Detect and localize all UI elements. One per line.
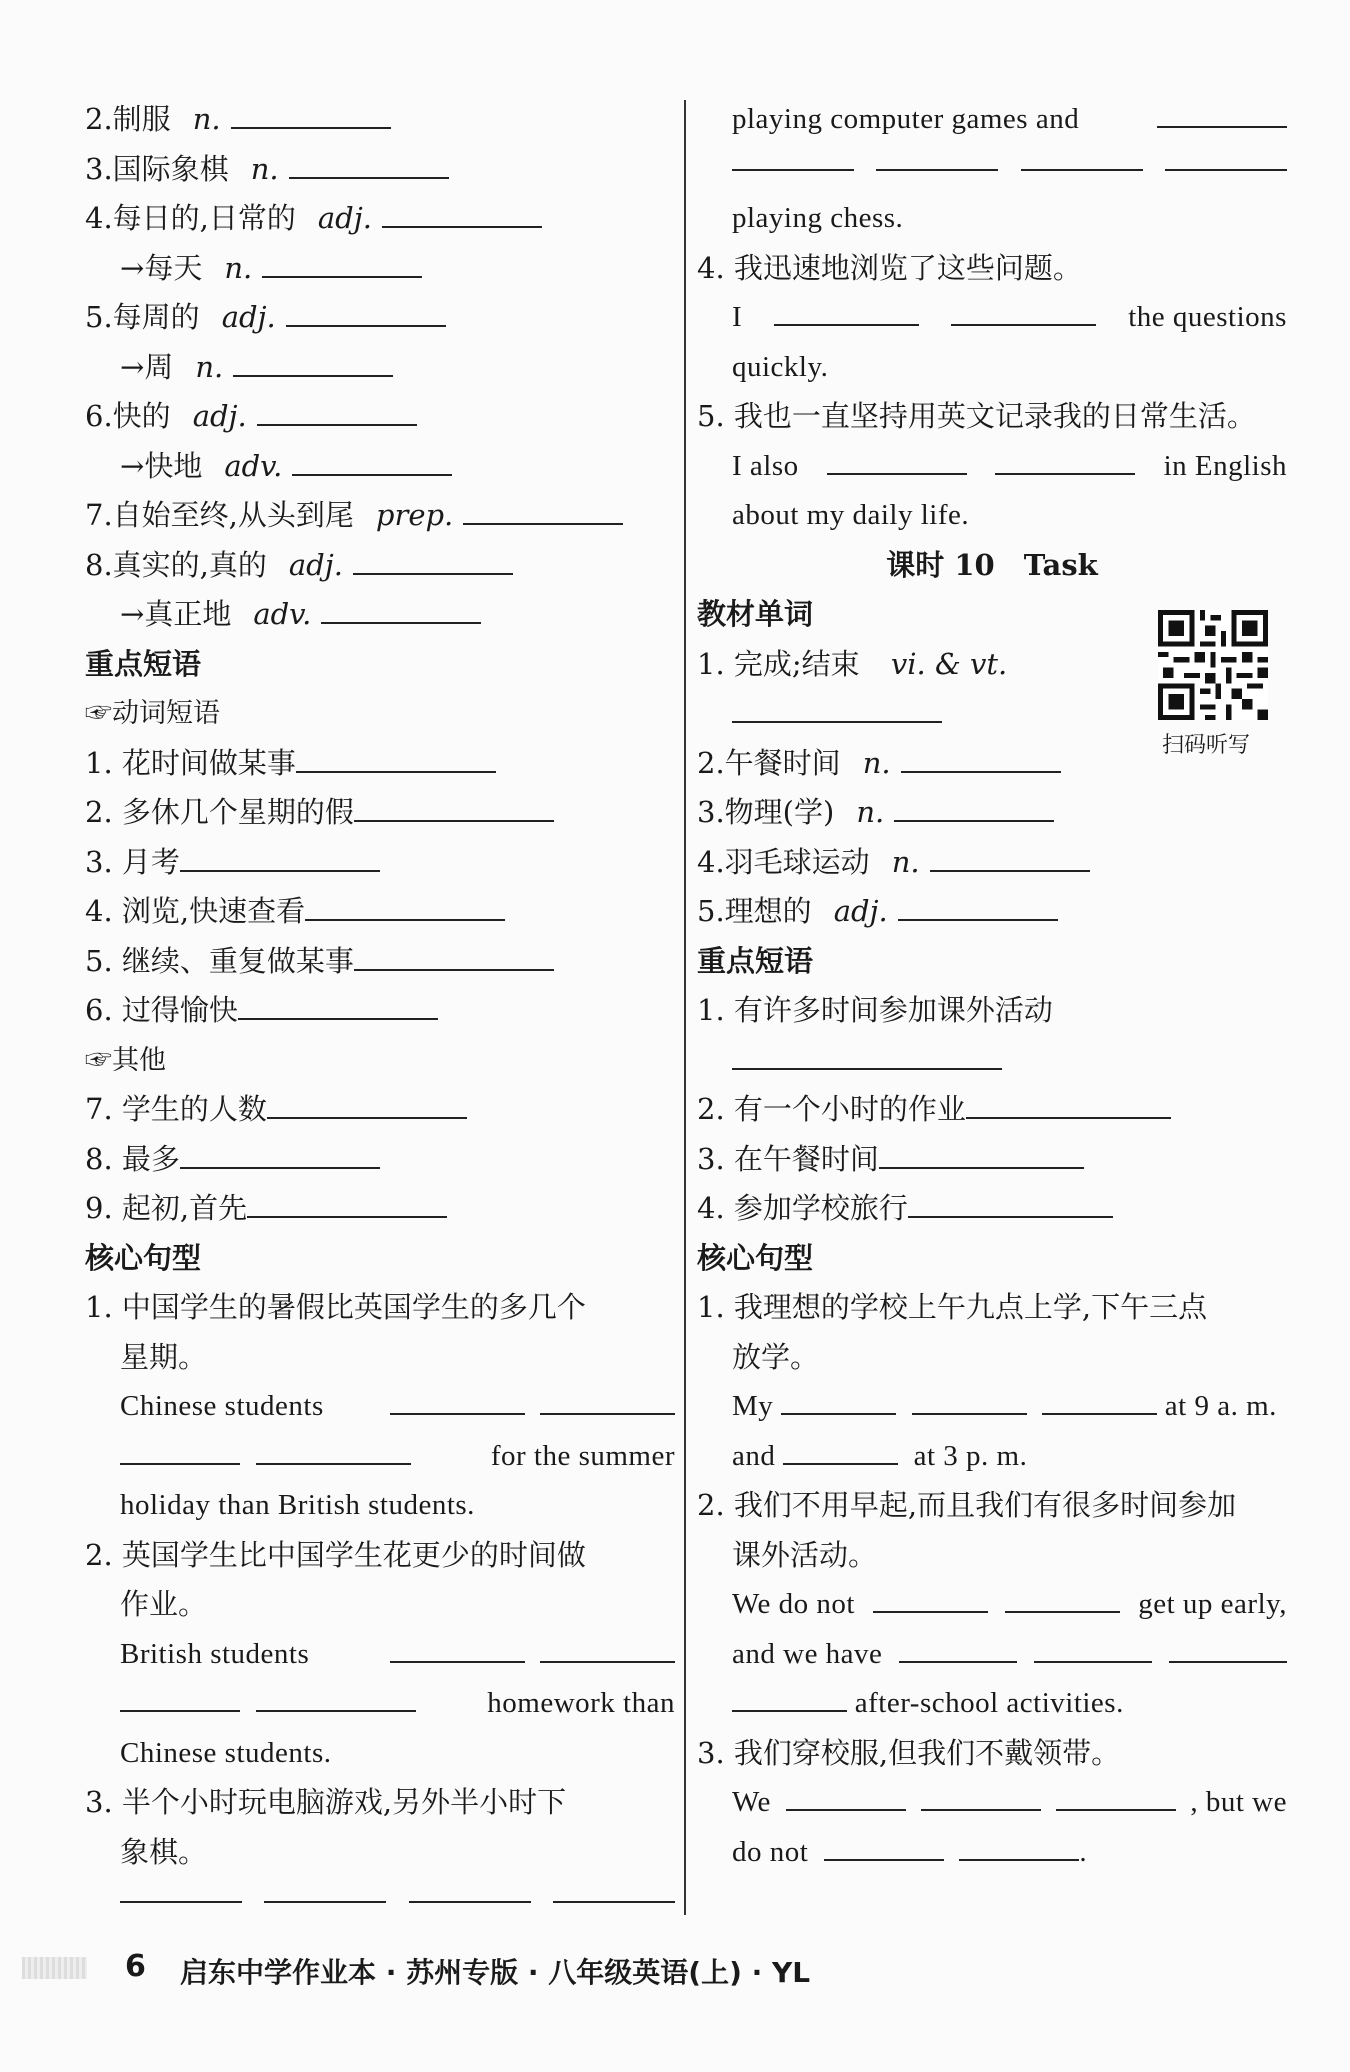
vocab-item [697, 887, 1287, 937]
phrase-item [85, 838, 675, 888]
item-cn: 国际象棋 [112, 151, 229, 186]
answer-blank[interactable] [786, 1785, 906, 1811]
sentence-en-line [85, 1679, 675, 1729]
phrase-item [697, 1135, 1287, 1185]
answer-blank[interactable] [876, 145, 998, 171]
sentence-en-text: after-school activities. [854, 1687, 1124, 1719]
item-number: 3. [697, 795, 725, 829]
sentence-cn: 1. 我理想的学校上午九点上学,下午三点 [697, 1290, 1208, 1324]
sentence-en-text: holiday than British students. [120, 1489, 475, 1521]
phrase-text: 3. 月考 [85, 844, 180, 879]
sentence-en-line [697, 1382, 1287, 1432]
item-number: 8. [85, 547, 113, 582]
vocab-item [697, 788, 1287, 838]
sentence-en-text: homework than [487, 1687, 675, 1719]
item-number: → [120, 597, 145, 631]
item-cn: 自始至终,从头到尾 [112, 498, 354, 532]
item-pos: vi. & vt. [890, 646, 1008, 681]
sentence-en-line [697, 95, 1287, 145]
answer-blank[interactable] [1056, 1785, 1176, 1811]
answer-blank[interactable] [257, 400, 417, 426]
section-title-sentences: 核心句型 [85, 1240, 202, 1275]
answer-blank[interactable] [1005, 1587, 1120, 1613]
answer-blank[interactable] [930, 846, 1090, 872]
item-number: → [120, 349, 145, 384]
phrase-text: 4. 浏览,快速查看 [85, 894, 306, 928]
vocab-item [85, 145, 675, 195]
phrase-text: 1. 花时间做某事 [85, 745, 296, 780]
sentence-en-text: quickly. [732, 350, 829, 383]
answer-blank[interactable] [951, 300, 1096, 326]
sentence-en-text: in English [1163, 449, 1287, 482]
answer-blank[interactable] [1157, 102, 1287, 128]
sentence-en-text: and we have [732, 1637, 883, 1670]
answer-blank[interactable] [1165, 145, 1287, 171]
vocab-item [85, 293, 675, 343]
answer-blank[interactable] [390, 1637, 525, 1663]
item-cn: 每日的,日常的 [112, 201, 296, 235]
item-cn: 羽毛球运动 [724, 844, 870, 879]
vocab-item [85, 95, 675, 145]
vocab-list [697, 739, 1287, 937]
left-column [85, 95, 675, 1927]
answer-blank[interactable] [289, 153, 449, 179]
answer-blank[interactable] [781, 1389, 896, 1415]
phrase-text: 8. 最多 [85, 1141, 180, 1176]
sentence-en-text: British students [120, 1637, 310, 1670]
phrase-text: 7. 学生的人数 [85, 1092, 267, 1126]
vocab-item [85, 590, 675, 640]
answer-blank[interactable] [296, 747, 496, 773]
phrase-item [85, 1085, 675, 1135]
answer-blank[interactable] [873, 1587, 988, 1613]
item-number: 4. [697, 844, 725, 879]
phrase-item [85, 1184, 675, 1234]
answer-blank[interactable] [180, 846, 380, 872]
item-pos: adj. [221, 300, 276, 334]
item-number: → [120, 250, 145, 285]
sentence-en-text: My [732, 1390, 774, 1422]
section-title-vocab: 教材单词 [697, 597, 814, 631]
answer-blank[interactable] [732, 1044, 1002, 1070]
item-number: → [120, 448, 145, 483]
item-cn: 快的 [112, 399, 171, 433]
vocab-item [85, 541, 675, 591]
item-pos: n. [224, 250, 253, 285]
sentence-en-line [85, 1877, 675, 1927]
item-cn: 完成;结束 [733, 646, 860, 681]
sentence-en-line [697, 1679, 1287, 1729]
answer-blank[interactable] [390, 1389, 525, 1415]
answer-blank[interactable] [827, 449, 967, 475]
sentence-en-line [697, 1432, 1287, 1482]
phrase-item [697, 1085, 1287, 1135]
qr-code[interactable] [1158, 610, 1268, 720]
phrase-text: 6. 过得愉快 [85, 993, 238, 1027]
phrase-item: 1. 有许多时间参加课外活动 [697, 993, 1053, 1027]
item-cn: 周 [144, 349, 174, 384]
answer-blank[interactable] [995, 449, 1135, 475]
phrase-text: 2. 有一个小时的作业 [697, 1092, 966, 1126]
item-pos: n. [192, 102, 221, 136]
answer-blank[interactable] [553, 1877, 675, 1903]
page-footer [0, 1945, 1350, 1995]
item-number: 1. [697, 646, 725, 681]
sentence-en-text: at 9 a. m. [1164, 1390, 1277, 1422]
answer-blank[interactable] [1034, 1637, 1152, 1663]
answer-blank[interactable] [286, 301, 446, 327]
sentence-cn: 3. 半个小时玩电脑游戏,另外半小时下 [85, 1785, 567, 1819]
answer-blank[interactable] [540, 1637, 675, 1663]
phrase-item [85, 937, 675, 987]
item-cn: 每天 [144, 250, 203, 285]
sentence-en-text: We [732, 1786, 771, 1818]
answer-blank[interactable] [256, 1686, 416, 1712]
item-number: 2. [697, 745, 725, 780]
answer-blank[interactable] [231, 103, 391, 129]
verb-phrase-list [85, 739, 675, 1036]
sentence-en-text: the questions [1128, 301, 1287, 333]
item-cn: 制服 [112, 102, 171, 136]
answer-blank[interactable] [180, 1143, 380, 1169]
lesson-title: 课时 10 Task [886, 547, 1098, 582]
answer-blank[interactable] [353, 549, 513, 575]
item-cn: 真正地 [144, 597, 232, 631]
item-cn: 理想的 [724, 894, 812, 928]
sentence-cn: 象棋。 [120, 1834, 208, 1869]
vocab-item [85, 194, 675, 244]
sentence-en-text: Chinese students. [120, 1736, 332, 1769]
vocab-item [85, 244, 675, 294]
answer-blank[interactable] [908, 1192, 1113, 1218]
sentence-en-line [697, 1580, 1287, 1630]
phrase-text: 5. 继续、重复做某事 [85, 943, 354, 978]
answer-blank[interactable] [120, 1686, 240, 1712]
column-divider [684, 100, 686, 1915]
item-pos: n. [250, 151, 279, 186]
sentence-cn: 1. 中国学生的暑假比英国学生的多几个 [85, 1290, 586, 1324]
sentence-en-text: playing computer games and [732, 103, 1080, 135]
answer-blank[interactable] [262, 252, 422, 278]
answer-blank[interactable] [732, 1686, 847, 1712]
sentence-en-text: Chinese students [120, 1390, 324, 1422]
answer-blank[interactable] [233, 351, 393, 377]
answer-blank[interactable] [774, 300, 919, 326]
answer-blank[interactable] [247, 1192, 447, 1218]
item-pos: prep. [375, 498, 454, 532]
right-column [697, 95, 1287, 1877]
item-pos: n. [891, 844, 920, 879]
answer-blank[interactable] [899, 1637, 1017, 1663]
item-pos: n. [862, 745, 891, 780]
item-number: 4. [85, 201, 113, 235]
phrase-text: 9. 起初,首先 [85, 1191, 248, 1225]
item-pos: n. [856, 795, 885, 829]
answer-blank[interactable] [783, 1439, 898, 1465]
answer-blank[interactable] [732, 697, 942, 723]
footer-decoration [22, 1957, 87, 1979]
item-pos: adv. [224, 448, 283, 483]
sentence-en-line [85, 1630, 675, 1680]
sentence-en-line [697, 442, 1287, 492]
sentence-cn: 课外活动。 [732, 1537, 878, 1572]
sentence-en-text: do not [732, 1835, 809, 1868]
phrase-text: 3. 在午餐时间 [697, 1141, 879, 1176]
phrase-item [697, 1184, 1287, 1234]
sentence-en-text: We do not [732, 1588, 855, 1620]
vocab-item [85, 392, 675, 442]
sentence-en-line [85, 1382, 675, 1432]
page-number: 6 [125, 1949, 146, 1984]
item-number: 5. [85, 300, 113, 334]
item-cn: 快地 [144, 448, 203, 483]
answer-blank[interactable] [732, 145, 854, 171]
phrase-list [697, 1085, 1287, 1234]
answer-blank[interactable] [321, 598, 481, 624]
answer-blank[interactable] [238, 994, 438, 1020]
item-pos: adj. [288, 547, 343, 582]
phrase-blank-line [697, 1036, 1287, 1086]
answer-blank[interactable] [912, 1389, 1027, 1415]
item-pos: adj. [833, 894, 888, 928]
vocab-item [85, 491, 675, 541]
sentence-en-line [85, 1432, 675, 1482]
sentence-en-line [697, 145, 1287, 195]
item-number: 5. [697, 894, 725, 928]
sentence-cn: 3. 我们穿校服,但我们不戴领带。 [697, 1735, 1121, 1770]
sentence-en-text: at 3 p. m. [913, 1439, 1028, 1472]
answer-blank[interactable] [256, 1439, 411, 1465]
answer-blank[interactable] [966, 1093, 1171, 1119]
sentence-cn: 2. 英国学生比中国学生花更少的时间做 [85, 1537, 586, 1572]
answer-blank[interactable] [292, 450, 452, 476]
answer-blank[interactable] [382, 202, 542, 228]
answer-blank[interactable] [463, 499, 623, 525]
answer-blank[interactable] [898, 895, 1058, 921]
item-number: 2. [85, 102, 113, 136]
vocab-item [85, 343, 675, 393]
item-number: 3. [85, 151, 113, 186]
answer-blank[interactable] [354, 945, 554, 971]
phrase-text: 4. 参加学校旅行 [697, 1191, 908, 1225]
answer-blank[interactable] [879, 1143, 1084, 1169]
answer-blank[interactable] [264, 1877, 386, 1903]
answer-blank[interactable] [959, 1835, 1079, 1861]
answer-blank[interactable] [1042, 1389, 1157, 1415]
sentence-cn: 放学。 [732, 1339, 820, 1374]
vocab-list [85, 95, 675, 640]
answer-blank[interactable] [1169, 1637, 1287, 1663]
subsection-other: ☞其他 [85, 1044, 166, 1076]
answer-blank[interactable] [354, 796, 554, 822]
sentence-en-text: I also [732, 449, 799, 482]
answer-blank[interactable] [824, 1835, 944, 1861]
item-cn: 物理(学) [724, 795, 835, 829]
sentence-en-text: , but we [1190, 1786, 1287, 1818]
phrase-item [85, 739, 675, 789]
phrase-item [85, 887, 675, 937]
qr-label: 扫码听写 [1162, 733, 1251, 758]
sentence-en-text: I [732, 301, 743, 333]
phrase-text: 2. 多休几个星期的假 [85, 795, 354, 829]
answer-blank[interactable] [1021, 145, 1143, 171]
sentence-en-line [697, 1778, 1287, 1828]
sentence-en-text: and [732, 1439, 776, 1472]
item-pos: adj. [317, 201, 372, 235]
answer-blank[interactable] [921, 1785, 1041, 1811]
item-number: 6. [85, 399, 113, 433]
item-pos: adj. [192, 399, 247, 433]
item-cn: 午餐时间 [724, 745, 841, 780]
book-title: 启东中学作业本 · 苏州专版 · 八年级英语(上) · YL [180, 1956, 811, 1989]
sentence-cn: 作业。 [120, 1587, 208, 1621]
section-title-sentences: 核心句型 [697, 1240, 814, 1275]
answer-blank[interactable] [267, 1093, 467, 1119]
answer-blank[interactable] [120, 1439, 240, 1465]
vocab-item [85, 442, 675, 492]
answer-blank[interactable] [540, 1389, 675, 1415]
sentence-en-text: get up early, [1138, 1588, 1287, 1620]
sentence-en-text: for the summer [490, 1439, 675, 1472]
sentence-cn: 2. 我们不用早起,而且我们有很多时间参加 [697, 1488, 1237, 1522]
sentence-cn: 星期。 [120, 1339, 208, 1374]
sentence-en-text: playing chess. [732, 202, 904, 234]
answer-blank[interactable] [120, 1877, 242, 1903]
sentence-en-text: about my daily life. [732, 499, 970, 531]
section-title-phrases: 重点短语 [85, 646, 202, 681]
answer-blank[interactable] [901, 747, 1061, 773]
sentence-en-line [697, 1630, 1287, 1680]
item-cn: 每周的 [112, 300, 200, 334]
section-title-phrases: 重点短语 [697, 943, 814, 978]
item-number: 7. [85, 498, 113, 532]
subsection-verb-phrases: ☞动词短语 [85, 698, 220, 729]
item-cn: 真实的,真的 [112, 547, 267, 582]
item-pos: n. [195, 349, 224, 384]
sentence-en-line [697, 293, 1287, 343]
phrase-item [85, 986, 675, 1036]
phrase-item [85, 1135, 675, 1185]
phrase-item [85, 788, 675, 838]
sentence-cn: 4. 我迅速地浏览了这些问题。 [697, 250, 1082, 285]
sentence-cn: 5. 我也一直坚持用英文记录我的日常生活。 [697, 399, 1256, 433]
other-phrase-list [85, 1085, 675, 1234]
answer-blank[interactable] [409, 1877, 531, 1903]
answer-blank[interactable] [305, 895, 505, 921]
item-pos: adv. [253, 597, 312, 631]
vocab-item [697, 838, 1287, 888]
answer-blank[interactable] [894, 796, 1054, 822]
sentence-en-line: do not . [732, 1835, 1088, 1868]
